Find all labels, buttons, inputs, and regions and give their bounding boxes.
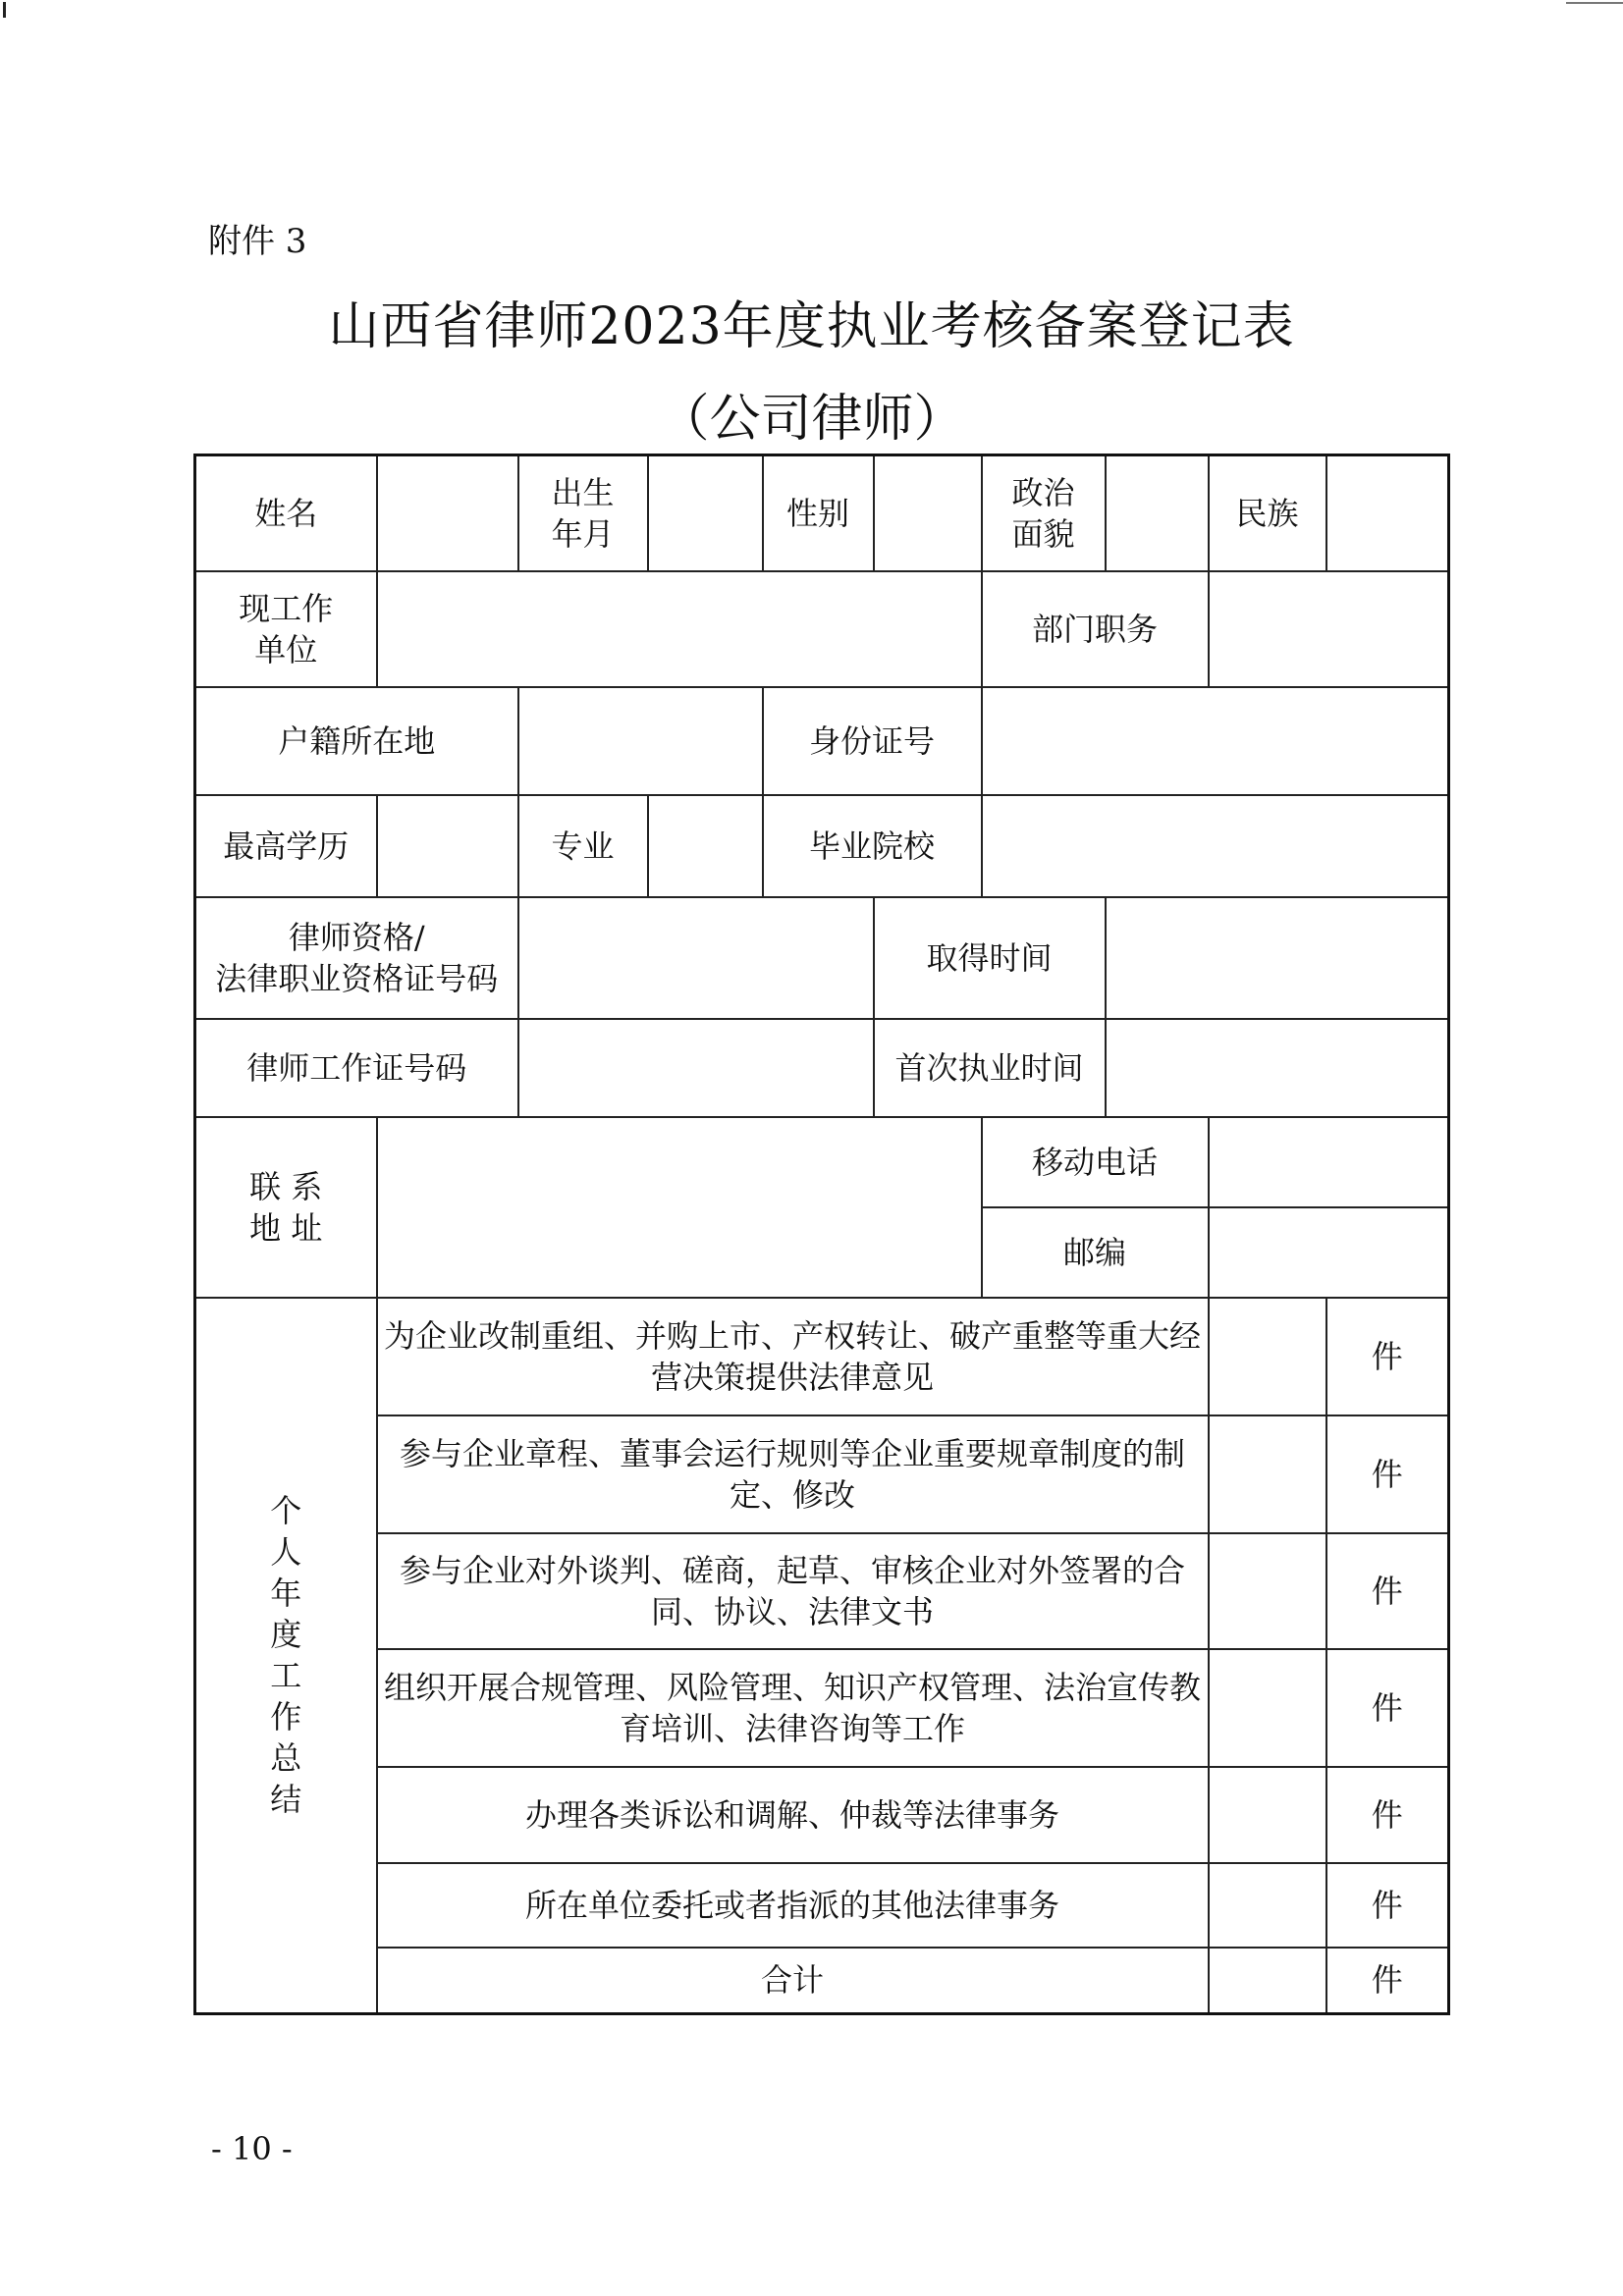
summary-row <box>195 1863 1449 1948</box>
major-label: 专业 <box>518 795 648 897</box>
page-title: 山西省律师2023年度执业考核备案登记表 <box>328 297 1295 356</box>
political-status-label: 政治 面貌 <box>982 455 1106 571</box>
employer-label: 现工作 单位 <box>195 571 377 687</box>
summary-row <box>195 1298 1449 1415</box>
summary-item-unit: 件 <box>1326 1298 1449 1415</box>
birth-label: 出生 年月 <box>518 455 648 571</box>
postcode-field[interactable] <box>1209 1207 1449 1298</box>
summary-item-text: 为企业改制重组、并购上市、产权转让、破产重整等重大经营决策提供法律意见 <box>377 1298 1209 1415</box>
dept-position-field[interactable] <box>1209 571 1449 687</box>
row-basic-info <box>195 455 1449 571</box>
page-number: - 10 - <box>211 2130 293 2167</box>
license-number-label: 律师工作证号码 <box>195 1019 518 1117</box>
summary-row <box>195 1533 1449 1649</box>
contact-address-field[interactable] <box>377 1117 982 1298</box>
school-label: 毕业院校 <box>763 795 982 897</box>
school-field[interactable] <box>982 795 1449 897</box>
summary-item-unit: 件 <box>1326 1415 1449 1533</box>
attachment-label: 附件 3 <box>208 222 307 261</box>
postcode-label: 邮编 <box>982 1207 1209 1298</box>
summary-item-count-field[interactable] <box>1209 1533 1326 1649</box>
mobile-field[interactable] <box>1209 1117 1449 1207</box>
employer-field[interactable] <box>377 571 982 687</box>
political-status-field[interactable] <box>1106 455 1209 571</box>
summary-label: 个人年度工作总结 <box>195 1298 377 2014</box>
summary-row <box>195 1767 1449 1863</box>
row-qualification <box>195 897 1449 1019</box>
page-subtitle: （公司律师） <box>658 390 965 449</box>
summary-item-unit: 件 <box>1326 1767 1449 1863</box>
summary-item-count-field[interactable] <box>1209 1298 1326 1415</box>
ethnicity-label: 民族 <box>1209 455 1326 571</box>
qualification-cert-field[interactable] <box>518 897 874 1019</box>
gender-label: 性别 <box>763 455 874 571</box>
row-household <box>195 687 1449 795</box>
summary-item-text: 所在单位委托或者指派的其他法律事务 <box>377 1863 1209 1948</box>
summary-item-text: 参与企业章程、董事会运行规则等企业重要规章制度的制定、修改 <box>377 1415 1209 1533</box>
first-practice-time-field[interactable] <box>1106 1019 1449 1117</box>
obtained-time-field[interactable] <box>1106 897 1449 1019</box>
household-field[interactable] <box>518 687 763 795</box>
name-label: 姓名 <box>195 455 377 571</box>
row-employer <box>195 571 1449 687</box>
summary-item-unit: 件 <box>1326 1948 1449 2014</box>
education-label: 最高学历 <box>195 795 377 897</box>
name-field[interactable] <box>377 455 518 571</box>
id-number-label: 身份证号 <box>763 687 982 795</box>
summary-item-count-field[interactable] <box>1209 1767 1326 1863</box>
summary-item-count-field[interactable] <box>1209 1863 1326 1948</box>
qualification-cert-label: 律师资格/ 法律职业资格证号码 <box>195 897 518 1019</box>
summary-item-count-field[interactable] <box>1209 1415 1326 1533</box>
dept-position-label: 部门职务 <box>982 571 1209 687</box>
scan-mark-top-right <box>1566 2 1623 4</box>
summary-item-unit: 件 <box>1326 1863 1449 1948</box>
summary-total-row <box>195 1948 1449 2014</box>
row-contact-mobile <box>195 1117 1449 1207</box>
summary-total-label: 合计 <box>377 1948 1209 2014</box>
license-number-field[interactable] <box>518 1019 874 1117</box>
summary-row <box>195 1415 1449 1533</box>
gender-field[interactable] <box>874 455 982 571</box>
education-field[interactable] <box>377 795 518 897</box>
summary-item-text: 参与企业对外谈判、磋商，起草、审核企业对外签署的合同、协议、法律文书 <box>377 1533 1209 1649</box>
summary-item-unit: 件 <box>1326 1533 1449 1649</box>
mobile-label: 移动电话 <box>982 1117 1209 1207</box>
summary-item-text: 组织开展合规管理、风险管理、知识产权管理、法治宣传教育培训、法律咨询等工作 <box>377 1649 1209 1767</box>
major-field[interactable] <box>648 795 763 897</box>
id-number-field[interactable] <box>982 687 1449 795</box>
household-label: 户籍所在地 <box>195 687 518 795</box>
summary-item-count-field[interactable] <box>1209 1649 1326 1767</box>
ethnicity-field[interactable] <box>1326 455 1449 571</box>
summary-item-unit: 件 <box>1326 1649 1449 1767</box>
obtained-time-label: 取得时间 <box>874 897 1106 1019</box>
summary-item-text: 办理各类诉讼和调解、仲裁等法律事务 <box>377 1767 1209 1863</box>
first-practice-time-label: 首次执业时间 <box>874 1019 1106 1117</box>
summary-total-count-field[interactable] <box>1209 1948 1326 2014</box>
birth-field[interactable] <box>648 455 763 571</box>
row-education <box>195 795 1449 897</box>
row-license <box>195 1019 1449 1117</box>
registration-form-table <box>193 454 1450 2015</box>
scan-mark-top-left <box>3 2 6 18</box>
contact-address-label: 联 系 地 址 <box>195 1117 377 1298</box>
summary-row <box>195 1649 1449 1767</box>
